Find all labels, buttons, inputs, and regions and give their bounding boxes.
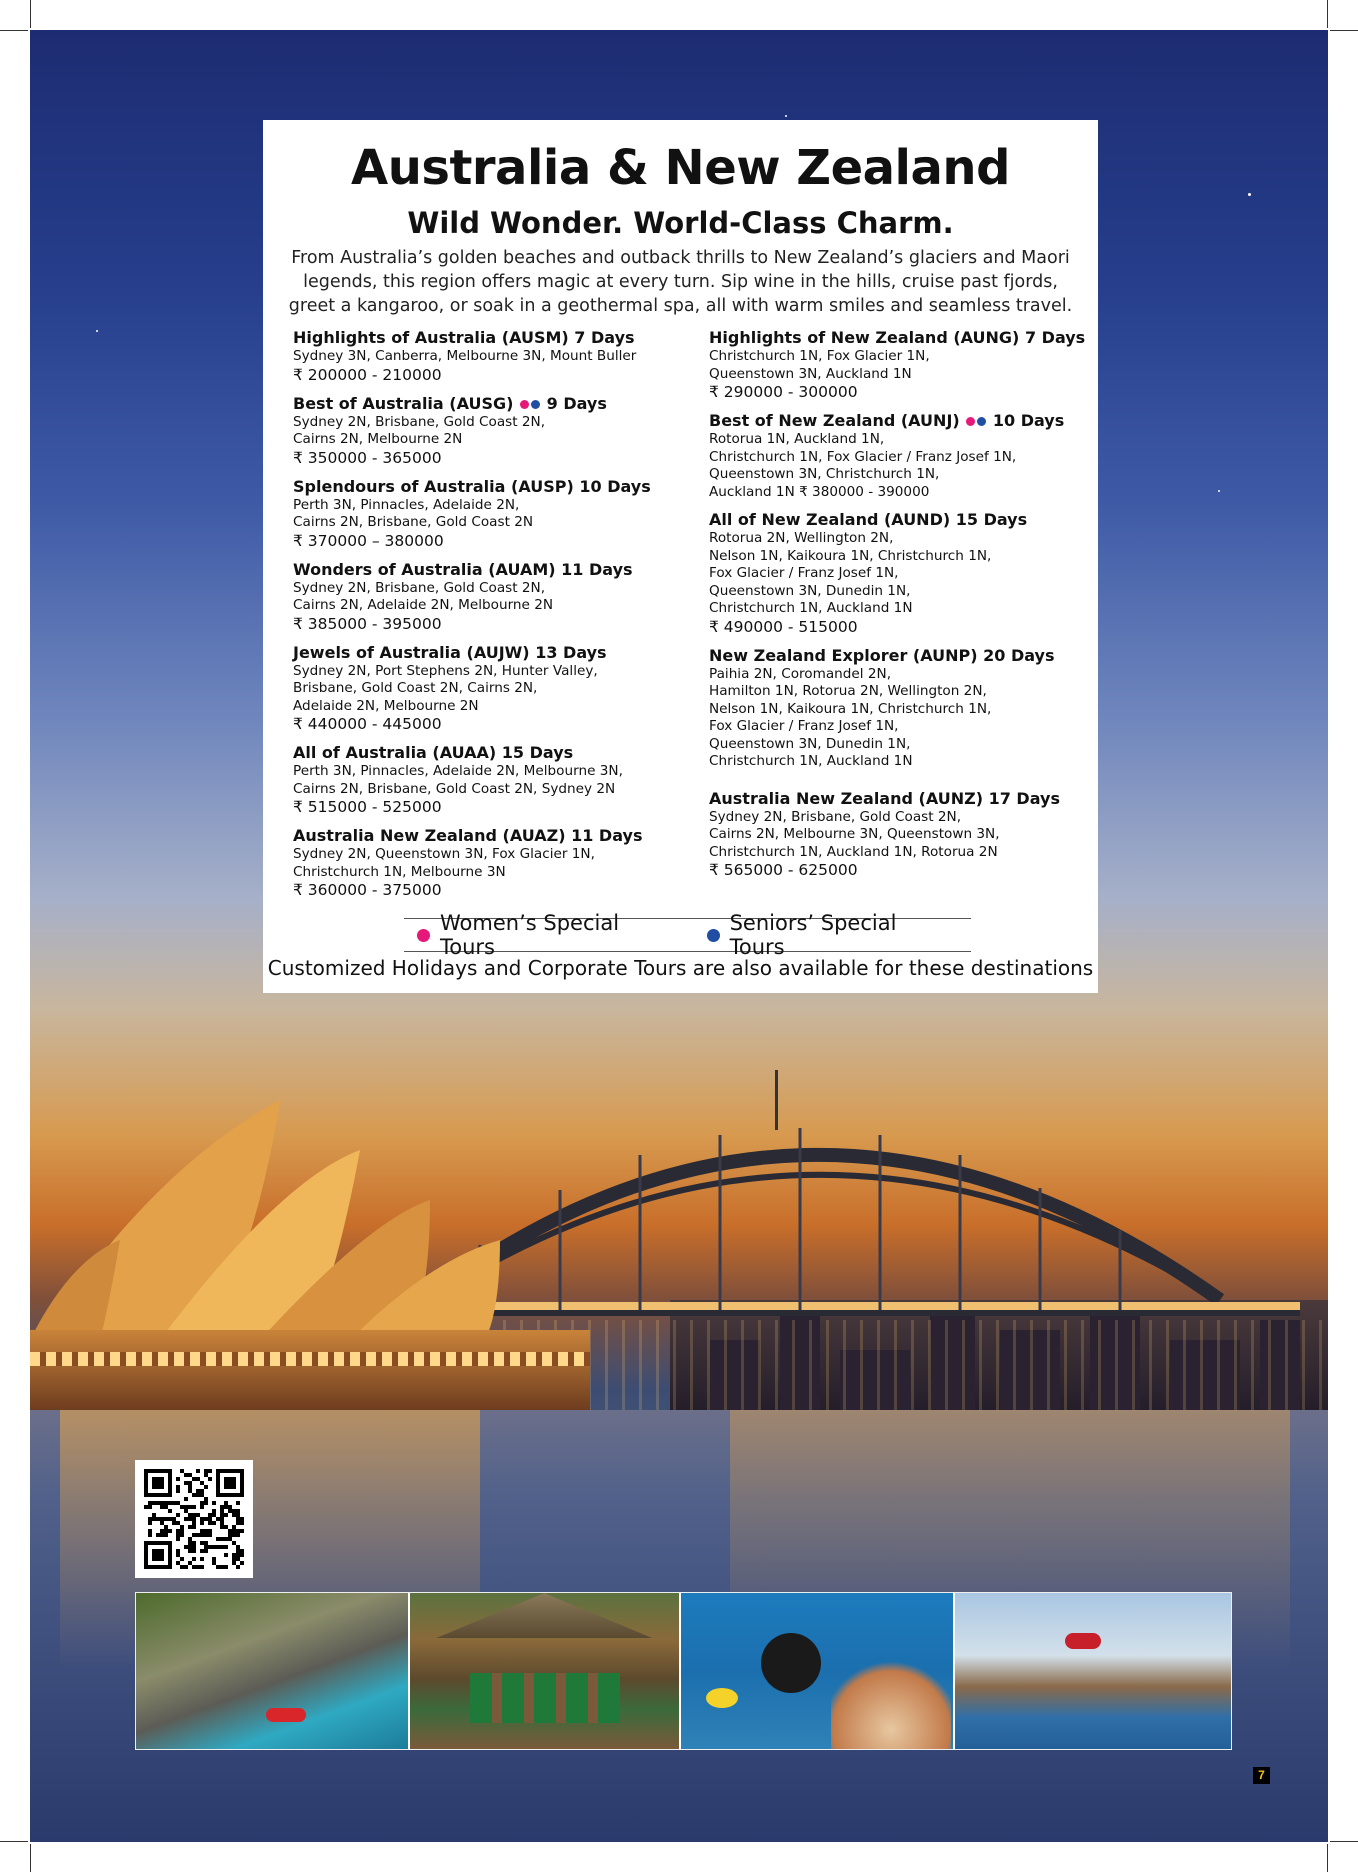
intro-paragraph (285, 246, 1076, 318)
tour-item (709, 328, 1094, 402)
tour-duration: 20 Days (983, 645, 1055, 665)
legend-women-label: Women’s Special Tours (440, 911, 620, 959)
legend-women (417, 911, 681, 959)
tour-item (293, 328, 693, 385)
page-number: 7 (1253, 1767, 1270, 1784)
tour-duration: 10 Days (579, 476, 651, 496)
tour-itinerary-line: Queenstown 3N, Auckland 1N (709, 365, 912, 382)
tour-name: Australia New Zealand (AUNZ) (709, 788, 984, 808)
tour-itinerary-line: Sydney 2N, Port Stephens 2N, Hunter Valley, (293, 662, 598, 679)
crop-mark (0, 1841, 28, 1842)
women-special-dot-icon (966, 417, 975, 426)
tour-itinerary-line: Sydney 2N, Brisbane, Gold Coast 2N, (293, 579, 546, 596)
tour-itinerary-line: Christchurch 1N, Auckland 1N, Rotorua 2N (709, 843, 998, 860)
tour-item (709, 510, 1094, 637)
tour-name: Best of New Zealand (AUNJ) (709, 411, 960, 430)
opera-house-base (30, 1330, 590, 1410)
tour-price: ₹ 370000 – 380000 (293, 531, 444, 550)
tour-itinerary-line: Christchurch 1N, Fox Glacier 1N, (709, 348, 930, 364)
tour-name: All of Australia (AUAA) (293, 743, 497, 762)
tour-price: ₹ 565000 - 625000 (709, 861, 858, 879)
tour-name: All of New Zealand (AUND) (709, 510, 951, 529)
tour-duration: 9 Days (546, 393, 607, 413)
tour-title (709, 646, 1094, 666)
tour-itinerary-line: Sydney 3N, Canberra, Melbourne 3N, Mount Buller (293, 348, 637, 364)
tour-itinerary-line: Christchurch 1N, Fox Glacier / Franz Josef 1N, (709, 448, 1017, 465)
intro-line: greet a kangaroo, or soak in a geothermal spa, all with warm smiles and seamless travel. (288, 296, 1073, 316)
tour-itinerary-line: Cairns 2N, Brisbane, Gold Coast 2N, Sydney 2N (293, 780, 616, 797)
thumbnail-helicopter-coast (955, 1593, 1232, 1749)
tour-itinerary-line: Cairns 2N, Melbourne 3N, Queenstown 3N, (709, 826, 1000, 842)
tour-title (709, 789, 1094, 809)
tour-itinerary-line: Sydney 2N, Brisbane, Gold Coast 2N, (293, 413, 546, 430)
tour-itinerary-line: Paihia 2N, Coromandel 2N, (709, 665, 892, 682)
tour-itinerary-line: Queenstown 3N, Christchurch 1N, (709, 466, 940, 482)
tour-duration: 10 Days (992, 411, 1065, 430)
tour-name: Best of Australia (AUSG) (293, 393, 514, 413)
customized-holidays-note: Customized Holidays and Corporate Tours are also available for these destinations (267, 956, 1094, 980)
crop-mark (0, 30, 28, 31)
intro-line: legends, this region offers magic at every turn. Sip wine in the hills, cruise past fjords, (303, 272, 1058, 292)
tour-name: Highlights of New Zealand (AUNG) (709, 328, 1020, 347)
tour-name: Highlights of Australia (AUSM) (293, 328, 569, 347)
tour-itinerary-line: Hamilton 1N, Rotorua 2N, Wellington 2N, (709, 683, 987, 699)
tour-itinerary-line: Fox Glacier / Franz Josef 1N, (709, 565, 899, 581)
tour-title (293, 394, 693, 414)
tour-title (709, 510, 1094, 530)
crop-mark (1330, 1841, 1358, 1842)
tour-itinerary-line: Rotorua 2N, Wellington 2N, (709, 530, 894, 546)
tour-title (293, 743, 693, 763)
tour-itinerary-line: Perth 3N, Pinnacles, Adelaide 2N, Melbourne 3N, (293, 763, 623, 779)
tour-itinerary-line: Brisbane, Gold Coast 2N, Cairns 2N, (293, 680, 538, 696)
tour-title (293, 477, 693, 497)
thumbnail-strip (135, 1592, 1232, 1750)
tour-itinerary-line: Cairns 2N, Melbourne 2N (293, 431, 463, 447)
star (1218, 490, 1220, 492)
tour-itinerary-line: Auckland 1N ₹ 380000 - 390000 (709, 483, 930, 500)
tour-duration: 15 Days (501, 743, 574, 762)
tour-duration: 13 Days (535, 642, 607, 662)
star (96, 330, 98, 332)
tour-price: ₹ 515000 - 525000 (293, 798, 442, 816)
tour-itinerary-line: Sydney 2N, Queenstown 3N, Fox Glacier 1N, (293, 846, 595, 862)
crop-mark (1327, 0, 1328, 28)
crop-mark (1330, 30, 1358, 31)
tour-price: ₹ 200000 - 210000 (293, 365, 442, 384)
tour-price: ₹ 440000 - 445000 (293, 715, 442, 733)
tour-duration: 7 Days (1024, 328, 1086, 347)
tour-itinerary-line: Christchurch 1N, Auckland 1N (709, 753, 913, 769)
tour-name: Jewels of Australia (AUJW) (293, 642, 530, 662)
tour-legend (404, 911, 971, 959)
tour-price: ₹ 385000 - 395000 (293, 614, 442, 633)
women-dot-icon (417, 929, 430, 942)
tour-itinerary-line: Nelson 1N, Kaikoura 1N, Christchurch 1N, (709, 700, 992, 717)
page-subtitle: Wild Wonder. World-Class Charm. (407, 206, 954, 240)
crop-mark (30, 1844, 31, 1872)
tour-title (709, 411, 1094, 431)
tour-name: Wonders of Australia (AUAM) (293, 559, 556, 579)
tour-itinerary-line: Christchurch 1N, Melbourne 3N (293, 863, 506, 880)
thumbnail-jet-boat (136, 1593, 410, 1749)
seniors-special-dot-icon (977, 417, 986, 426)
tour-title (709, 328, 1094, 348)
tour-title (293, 560, 693, 580)
thumbnail-scuba-diver (681, 1593, 955, 1749)
tour-duration: 11 Days (571, 826, 643, 845)
qr-code[interactable] (135, 1460, 253, 1578)
crop-mark (1327, 1844, 1328, 1872)
star (1248, 193, 1251, 196)
australia-tours-column (293, 328, 693, 909)
qr-code-icon (135, 1460, 253, 1578)
tour-itinerary-line: Rotorua 1N, Auckland 1N, (709, 431, 885, 447)
tour-title (293, 643, 693, 663)
seniors-special-dot-icon (531, 400, 540, 409)
seniors-dot-icon (707, 929, 720, 942)
tour-price: ₹ 490000 - 515000 (709, 617, 858, 636)
tour-item (293, 743, 693, 817)
tour-item (293, 643, 693, 735)
tour-name: Splendours of Australia (AUSP) (293, 476, 574, 496)
tour-name: Australia New Zealand (AUAZ) (293, 826, 566, 845)
tour-itinerary-line: Perth 3N, Pinnacles, Adelaide 2N, (293, 496, 520, 513)
thumbnail-maori-dance (410, 1593, 682, 1749)
tour-duration: 11 Days (561, 559, 633, 579)
tour-itinerary-line: Cairns 2N, Adelaide 2N, Melbourne 2N (293, 597, 554, 613)
tour-item (293, 477, 693, 551)
legend-seniors (707, 911, 958, 959)
tour-title (293, 328, 693, 348)
tour-price: ₹ 360000 - 375000 (293, 881, 442, 899)
intro-line: From Australia’s golden beaches and outback thrills to New Zealand’s glaciers and Maori (291, 248, 1070, 268)
tour-item (709, 646, 1094, 771)
tour-duration: 15 Days (955, 510, 1028, 529)
tour-duration: 17 Days (988, 788, 1060, 808)
new-zealand-tours-column (709, 328, 1094, 889)
tour-title (293, 826, 693, 846)
tour-itinerary-line: Nelson 1N, Kaikoura 1N, Christchurch 1N, (709, 547, 992, 564)
tour-itinerary-line: Cairns 2N, Brisbane, Gold Coast 2N (293, 514, 534, 530)
tour-price: ₹ 350000 - 365000 (293, 448, 442, 467)
page-title: Australia & New Zealand (351, 140, 1010, 196)
star (785, 115, 787, 117)
legend-seniors-label: Seniors’ Special Tours (729, 911, 897, 959)
tour-itinerary-line: Queenstown 3N, Dunedin 1N, (709, 582, 911, 599)
tour-itinerary-line: Christchurch 1N, Auckland 1N (709, 600, 913, 616)
tour-item (293, 394, 693, 468)
tour-itinerary-line: Fox Glacier / Franz Josef 1N, (709, 718, 899, 734)
tour-name: New Zealand Explorer (AUNP) (709, 645, 978, 665)
tour-item (709, 411, 1094, 501)
crop-mark (30, 0, 31, 28)
tour-itinerary-line: Adelaide 2N, Melbourne 2N (293, 697, 479, 714)
opera-house (30, 1090, 590, 1350)
tour-item (293, 826, 693, 900)
tour-itinerary-line: Sydney 2N, Brisbane, Gold Coast 2N, (709, 808, 962, 825)
women-special-dot-icon (520, 400, 529, 409)
tour-info-panel (263, 120, 1098, 993)
tour-item (293, 560, 693, 634)
tour-price: ₹ 290000 - 300000 (709, 383, 858, 401)
tour-item (709, 789, 1094, 881)
tour-itinerary-line: Queenstown 3N, Dunedin 1N, (709, 735, 911, 752)
tour-duration: 7 Days (574, 328, 635, 347)
